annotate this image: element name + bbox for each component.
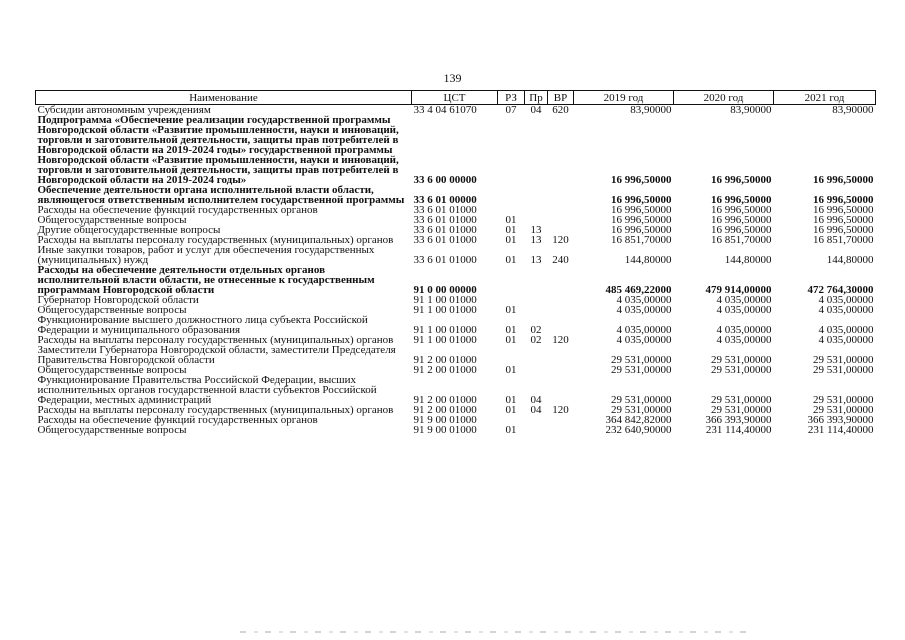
cell-vr <box>548 115 574 185</box>
header-pr: Пр <box>525 91 548 105</box>
cell-rz: 01 <box>505 404 517 416</box>
table-row <box>36 345 876 365</box>
cell-rz <box>498 185 525 205</box>
cell-y2019: 16 851,70000 <box>611 234 672 246</box>
cell-y2020: 4 035,00000 <box>716 324 772 336</box>
cell-rz: 01 <box>505 394 517 406</box>
cell-name: Общегосударственные вопросы <box>37 214 187 226</box>
cell-y2020: 16 996,50000 <box>711 194 772 206</box>
cell-vr: 620 <box>552 104 569 116</box>
cell-y2020: 4 035,00000 <box>716 304 772 316</box>
page-number: 139 <box>443 71 462 85</box>
cell-name: Общегосударственные вопросы <box>37 304 187 316</box>
header-row <box>36 91 876 105</box>
cell-y2021: 16 851,70000 <box>813 234 874 246</box>
cell-name: Расходы на выплаты персоналу государственных (муниципальных) органов <box>37 334 394 346</box>
cell-rz: 01 <box>505 334 517 346</box>
cell-vr <box>548 305 574 315</box>
cell-name: Другие общегосударственные вопросы <box>37 224 221 236</box>
cell-y2019: 16 996,50000 <box>611 174 672 186</box>
cell-vr <box>548 315 574 335</box>
cell-y2020: 83,90000 <box>730 104 772 116</box>
cell-pr <box>525 115 548 185</box>
cell-y2021: 16 996,50000 <box>813 224 874 236</box>
header-2021: 2021 год <box>774 91 876 105</box>
cell-vr <box>548 375 574 405</box>
cell-name: Функционирование Правительства Российской Федерации, высших исполнительных органов государственной власти субъектов Российской Федерации, местных администраций <box>37 374 377 406</box>
cell-y2020: 4 035,00000 <box>716 294 772 306</box>
cell-pr: 02 <box>530 334 542 346</box>
cell-pr <box>525 295 548 305</box>
cell-name: Общегосударственные вопросы <box>37 364 187 376</box>
cell-y2019: 364 842,82000 <box>605 414 672 426</box>
cell-cst: 91 1 00 01000 <box>413 334 477 346</box>
cell-y2021: 231 114,40000 <box>807 424 874 436</box>
table-row <box>36 185 876 205</box>
cell-rz <box>498 115 525 185</box>
cell-cst: 91 2 00 01000 <box>413 354 477 366</box>
cell-pr: 13 <box>530 224 542 236</box>
cell-vr: 120 <box>552 404 569 416</box>
cell-pr: 13 <box>530 254 542 266</box>
cell-y2019: 4 035,00000 <box>616 294 672 306</box>
cell-cst: 91 1 00 01000 <box>413 304 477 316</box>
cell-cst: 91 1 00 01000 <box>413 324 477 336</box>
cell-rz <box>498 265 525 295</box>
cell-y2019: 232 640,90000 <box>605 424 672 436</box>
table-row <box>36 115 876 185</box>
table-row <box>36 315 876 335</box>
cell-y2020: 144,80000 <box>724 254 772 266</box>
budget-table <box>35 90 876 435</box>
cell-name: Расходы на обеспечение функций государственных органов <box>37 414 318 426</box>
cell-rz <box>498 345 525 365</box>
cell-vr <box>548 185 574 205</box>
cell-y2020: 29 531,00000 <box>711 404 772 416</box>
cell-y2020: 479 914,00000 <box>705 284 772 296</box>
cell-y2021: 4 035,00000 <box>818 324 874 336</box>
cell-vr <box>548 215 574 225</box>
cell-cst: 33 6 01 00000 <box>413 194 477 206</box>
cell-vr <box>548 295 574 305</box>
cell-pr <box>525 265 548 295</box>
header-cst: ЦСТ <box>412 91 498 105</box>
cell-y2019: 16 996,50000 <box>611 224 672 236</box>
cell-rz: 01 <box>505 254 517 266</box>
cell-pr: 13 <box>530 234 542 246</box>
table-row <box>36 375 876 405</box>
cell-y2021: 29 531,00000 <box>813 364 874 376</box>
cell-pr <box>525 425 548 435</box>
cell-pr <box>525 415 548 425</box>
cell-name: Расходы на обеспечение деятельности отдельных органов исполнительной власти области, не отнесенные к государственным программам Новгородской области <box>37 264 375 296</box>
cell-name: Губернатор Новгородской области <box>37 294 199 306</box>
cell-rz: 01 <box>505 364 517 376</box>
cell-y2021: 472 764,30000 <box>807 284 874 296</box>
scan-artifact <box>240 631 750 633</box>
cell-pr: 02 <box>530 324 542 336</box>
cell-y2019: 16 996,50000 <box>611 204 672 216</box>
cell-name: Подпрограмма «Обеспечение реализации государственной программы Новгородской области «Развитие промышленности, науки и инноваций, торговли и заготовительной деятельности, защиты прав потребителей в Новгородской области на 2019-2024 годы» государственной программы Новгородской области «Развитие промышленности, науки и инноваций, торговли и заготовительной деятельности, защиты прав потребителей в Новгородской области на 2019-2024 годы» <box>37 114 399 186</box>
cell-cst: 33 6 00 00000 <box>413 174 477 186</box>
cell-y2020: 4 035,00000 <box>716 334 772 346</box>
table-row <box>36 425 876 435</box>
header-rz: РЗ <box>498 91 525 105</box>
cell-y2020: 16 996,50000 <box>711 174 772 186</box>
cell-rz: 01 <box>505 224 517 236</box>
table-row <box>36 245 876 265</box>
cell-y2020: 16 996,50000 <box>711 204 772 216</box>
cell-y2019: 4 035,00000 <box>616 334 672 346</box>
cell-y2019: 4 035,00000 <box>616 304 672 316</box>
cell-y2019: 16 996,50000 <box>611 214 672 226</box>
cell-rz: 01 <box>505 304 517 316</box>
cell-vr <box>548 345 574 365</box>
cell-cst: 33 6 01 01000 <box>413 224 477 236</box>
table-row <box>36 265 876 295</box>
cell-y2021: 16 996,50000 <box>813 174 874 186</box>
cell-pr: 04 <box>530 404 542 416</box>
cell-y2020: 366 393,90000 <box>705 414 772 426</box>
cell-y2021: 29 531,00000 <box>813 354 874 366</box>
cell-y2019: 4 035,00000 <box>616 324 672 336</box>
cell-vr <box>548 425 574 435</box>
cell-name: Расходы на обеспечение функций государственных органов <box>37 204 318 216</box>
cell-y2019: 29 531,00000 <box>611 394 672 406</box>
cell-cst: 91 1 00 01000 <box>413 294 477 306</box>
cell-y2020: 29 531,00000 <box>711 394 772 406</box>
cell-vr: 240 <box>552 254 569 266</box>
header-name: Наименование <box>36 91 412 105</box>
cell-name: Расходы на выплаты персоналу государственных (муниципальных) органов <box>37 404 394 416</box>
cell-name: Субсидии автономным учреждениям <box>37 104 211 116</box>
cell-y2019: 16 996,50000 <box>611 194 672 206</box>
cell-name: Функционирование высшего должностного лица субъекта Российской Федерации и муниципального образования <box>37 314 368 336</box>
cell-cst: 91 2 00 01000 <box>413 404 477 416</box>
cell-y2019: 83,90000 <box>630 104 672 116</box>
cell-y2021: 366 393,90000 <box>807 414 874 426</box>
cell-y2020: 231 114,40000 <box>705 424 772 436</box>
cell-y2020: 16 851,70000 <box>711 234 772 246</box>
cell-y2021: 83,90000 <box>832 104 874 116</box>
cell-y2021: 144,80000 <box>826 254 874 266</box>
cell-y2021: 16 996,50000 <box>813 194 874 206</box>
cell-y2019: 485 469,22000 <box>605 284 672 296</box>
cell-y2019: 144,80000 <box>624 254 672 266</box>
cell-cst: 33 6 01 01000 <box>413 254 477 266</box>
cell-name: Общегосударственные вопросы <box>37 424 187 436</box>
cell-name: Расходы на выплаты персоналу государственных (муниципальных) органов <box>37 234 394 246</box>
cell-y2021: 4 035,00000 <box>818 334 874 346</box>
cell-y2020: 16 996,50000 <box>711 224 772 236</box>
cell-rz: 01 <box>505 324 517 336</box>
cell-vr <box>548 265 574 295</box>
cell-y2021: 4 035,00000 <box>818 304 874 316</box>
cell-pr <box>525 365 548 375</box>
cell-pr: 04 <box>530 394 542 406</box>
cell-vr <box>548 365 574 375</box>
cell-y2021: 29 531,00000 <box>813 404 874 416</box>
cell-vr: 120 <box>552 234 569 246</box>
cell-y2021: 4 035,00000 <box>818 294 874 306</box>
cell-rz: 01 <box>505 234 517 246</box>
cell-cst: 91 9 00 01000 <box>413 424 477 436</box>
cell-pr <box>525 185 548 205</box>
cell-vr <box>548 415 574 425</box>
cell-rz: 07 <box>505 104 517 116</box>
cell-y2020: 29 531,00000 <box>711 354 772 366</box>
header-2019: 2019 год <box>574 91 674 105</box>
cell-name: Иные закупки товаров, работ и услуг для обеспечения государственных (муниципальных) нужд <box>37 244 375 266</box>
cell-cst: 91 2 00 01000 <box>413 364 477 376</box>
header-vr: ВР <box>548 91 574 105</box>
cell-pr <box>525 305 548 315</box>
cell-rz: 01 <box>505 424 517 436</box>
cell-cst: 91 9 00 01000 <box>413 414 477 426</box>
cell-pr: 04 <box>530 104 542 116</box>
cell-y2021: 16 996,50000 <box>813 204 874 216</box>
cell-y2019: 29 531,00000 <box>611 364 672 376</box>
cell-cst: 33 6 01 01000 <box>413 204 477 216</box>
cell-name: Заместители Губернатора Новгородской области, заместители Председателя Правительства Новгородской области <box>37 344 396 366</box>
cell-y2019: 29 531,00000 <box>611 404 672 416</box>
cell-cst: 91 0 00 00000 <box>413 284 477 296</box>
cell-vr <box>548 205 574 215</box>
cell-cst: 33 6 01 01000 <box>413 234 477 246</box>
table-body <box>36 105 876 436</box>
cell-y2021: 29 531,00000 <box>813 394 874 406</box>
cell-pr <box>525 205 548 215</box>
cell-y2019: 29 531,00000 <box>611 354 672 366</box>
cell-cst: 33 6 01 01000 <box>413 214 477 226</box>
cell-name: Обеспечение деятельности органа исполнительной власти области, являющегося ответственным исполнителем государственной программы <box>37 184 405 206</box>
cell-y2020: 29 531,00000 <box>711 364 772 376</box>
cell-y2020: 16 996,50000 <box>711 214 772 226</box>
header-2020: 2020 год <box>674 91 774 105</box>
cell-cst: 91 2 00 01000 <box>413 394 477 406</box>
cell-vr: 120 <box>552 334 569 346</box>
cell-pr <box>525 345 548 365</box>
cell-cst: 33 4 04 61070 <box>413 104 477 116</box>
cell-y2021: 16 996,50000 <box>813 214 874 226</box>
cell-rz: 01 <box>505 214 517 226</box>
